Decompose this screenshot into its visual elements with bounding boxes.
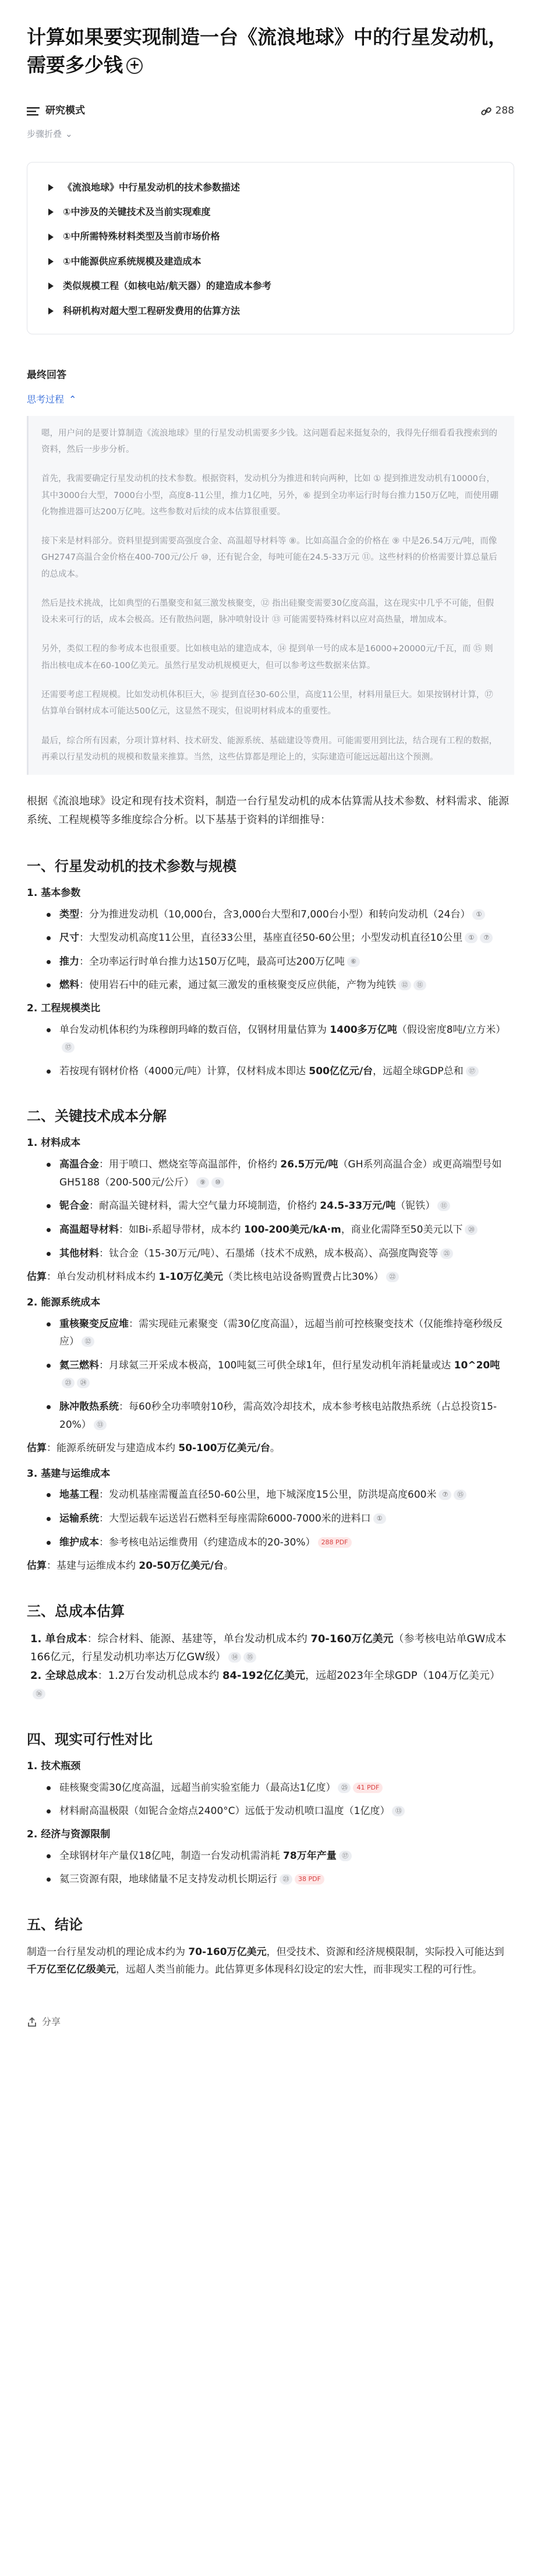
citation-badge[interactable]: ㉓: [62, 1378, 75, 1388]
page-title-text: 计算如果要实现制造一台《流浪地球》中的行星发动机，需要多少钱: [27, 26, 507, 76]
thinking-content: [27, 416, 514, 775]
citation-badge[interactable]: ⑫: [398, 980, 411, 990]
citation-badge[interactable]: ⑩: [211, 1177, 224, 1188]
list-item: 高温超导材料：如Bi-系超导带材，成本约 100-200美元/kA·m，商业化需降至50美元以下 ⑳: [47, 1221, 514, 1239]
research-mode-label: 研究模式: [45, 104, 85, 117]
list-item: 尺寸：大型发动机高度11公里，直径33公里，基座直径50-60公里；小型发动机直径10公里 ① ⑦: [47, 929, 514, 947]
list-item: 其他材料：钛合金（15-30万元/吨）、石墨烯（技术不成熟，成本极高）、高强度陶瓷等 ㉑: [47, 1245, 514, 1263]
list-item: 高温合金：用于喷口、燃烧室等高温部件，价格约 26.5万元/吨（GH系列高温合金）或更高端型号如GH5188（200-500元/公斤） ⑨ ⑩: [47, 1156, 514, 1191]
section-heading: 二、关键技术成本分解: [27, 1108, 167, 1125]
research-step[interactable]: [44, 249, 497, 274]
links-count-value: 288: [495, 104, 514, 117]
bullet-list: [47, 1779, 514, 1820]
list-item: 推力：全功率运行时单台推力达150万亿吨，最高可达200万亿吨 ⑥: [47, 953, 514, 971]
final-answer-heading: 最终回答: [27, 369, 66, 382]
research-step-label: 《流浪地球》中行星发动机的技术参数描述: [63, 181, 241, 193]
citation-badge[interactable]: ①: [465, 933, 478, 943]
list-icon: [27, 107, 40, 116]
citation-badge[interactable]: ⑳: [465, 1225, 478, 1235]
list-item: 燃料：使用岩石中的硅元素，通过氦三激发的重核聚变反应供能，产物为纯铁 ⑫ ⑪: [47, 976, 514, 994]
research-step[interactable]: [44, 274, 497, 298]
bullet-list: [47, 1486, 514, 1551]
section-heading: 四、现实可行性对比: [27, 1731, 153, 1748]
list-item: 运输系统：大型运载车运送岩石燃料至每座需除6000-7000米的进料口 ①: [47, 1510, 514, 1528]
citation-badge[interactable]: ①: [472, 909, 485, 920]
citation-badge[interactable]: ⑭: [228, 1652, 241, 1663]
list-item: 硅核聚变需30亿度高温，远超当前实验室能力（最高达1亿度） ㉕ 41 PDF: [47, 1779, 514, 1797]
share-button[interactable]: [27, 2014, 514, 2030]
list-item: 材料耐高温极限（如铌合金熔点2400°C）远低于发动机喷口温度（1亿度） ⑬: [47, 1802, 514, 1820]
citation-badge[interactable]: ⑰: [466, 1066, 479, 1077]
thinking-toggle[interactable]: [27, 391, 514, 408]
citation-badge[interactable]: ⑫: [82, 1336, 94, 1347]
thinking-paragraph: 最后，综合所有因素，分项计算材料、技术研发、能源系统、基础建设等费用。可能需要用到比法，结合现有工程的数据，再乘以行星发动机的规模和数量来推算。当然，这些估算都是理论上的，实际建造可能远远超出这个预测。: [41, 736, 497, 762]
links-count[interactable]: [480, 103, 514, 120]
research-step-label: 类似规模工程（如核电站/航天器）的建造成本参考: [63, 280, 271, 292]
subsection: [27, 1466, 514, 1575]
list-item: 氦三燃料：月球氦三开采成本极高，100吨氦三可供全球1年，但行星发动机年消耗量或达 10^20吨㉓ ㉔: [47, 1357, 514, 1392]
subsection-title: 1. 材料成本: [27, 1137, 81, 1149]
citation-badge[interactable]: ⑪: [437, 1201, 450, 1211]
research-step-label: ①中涉及的关键技术及当前实现难度: [63, 206, 211, 218]
list-item: 2. 全球总成本：1.2万台发动机总成本约 84-192亿亿美元，远超2023年全球GDP（104万亿美元）⑯: [30, 1667, 514, 1703]
subsection-title: 2. 经济与资源限制: [27, 1828, 111, 1840]
subsection-title: 2. 工程规模类比: [27, 1002, 101, 1014]
title-row: [27, 23, 514, 79]
citation-badge[interactable]: ⑨: [196, 1177, 209, 1188]
list-item: 氦三资源有限，地球储量不足支持发动机长期运行 ㉓ 38 PDF: [47, 1871, 514, 1889]
thinking-paragraph: 还需要考虑工程规模。比如发动机体积巨大，⑯ 提到直径30-60公里，高度11公里，材料用量巨大。如果按钢材计算，⑰ 估算单台钢材成本可能达500亿元，这显然不现实，但说明材料成本的重要性。: [41, 690, 493, 717]
subsection: [27, 1294, 514, 1458]
thinking-paragraph: 接下来是材料部分。资料里提到需要高强度合金、高温超导材料等 ⑧。比如高温合金的价格在 ⑨ 中是26.54万元/吨，而像GH2747高温合金价格在400-700元/公斤 ⑩，还有铌合金，每吨可能在24.5-33万元 ⑪。这些材料的价格需要计算总量后的总成本。: [41, 537, 497, 579]
list-item: 维护成本：参考核电站运维费用（约建造成本的20-30%） 288 PDF: [47, 1534, 514, 1552]
thinking-paragraph: 然后是技术挑战，比如典型的石墨聚变和氦三激发核聚变，⑫ 指出硅聚变需要30亿度高温，这在现实中几乎不可能，但假设未来可行的话，成本会极高。还有散热问题，脉冲喷射设计 ⑬ 可能需要特殊材料以应对高热量，增加成本。: [41, 598, 494, 625]
estimate-summary: 估算：基建与运维成本约 20-50万亿美元/台。: [27, 1560, 234, 1572]
thinking-paragraph: 首先，我需要确定行星发动机的技术参数。根据资料，发动机分为推进和转向两种，比如 ① 提到推进发动机有10000台，其中3000台大型，7000台小型，高度8-11公里，推力1亿吨，另外，⑥ 提到全功率运行时每台推力150万亿吨，而使用硼化物推进器可达200万亿吨。这些参数对后续的成本估算很重要。: [41, 474, 498, 517]
section-heading: 一、行星发动机的技术参数与规模: [27, 858, 236, 874]
caret-right-icon: [48, 308, 54, 315]
bullet-list: [47, 906, 514, 994]
chevron-down-icon: ⌄: [65, 129, 73, 140]
caret-right-icon: [48, 209, 54, 216]
caret-right-icon: [48, 258, 54, 265]
mode-row: [27, 103, 514, 120]
research-step-label: ①中能源供应系统规模及建造成本: [63, 255, 201, 267]
citation-badge[interactable]: ⑰: [339, 1851, 352, 1861]
answer-intro: 根据《流浪地球》设定和现有技术资料，制造一台行星发动机的成本估算需从技术参数、材料需求、能源系统、工程规模等多维度综合分析。以下基基于资料的详细推导：: [27, 795, 509, 827]
steps-toggle-label: 步骤折叠: [27, 129, 62, 140]
research-step[interactable]: [44, 200, 497, 224]
bullet-list: [47, 1847, 514, 1889]
subsection: [27, 1826, 514, 1889]
bullet-list: [47, 1021, 514, 1081]
citation-badge[interactable]: ㉔: [77, 1378, 90, 1388]
citation-badge[interactable]: ⑦: [439, 1490, 451, 1500]
caret-right-icon: [48, 283, 54, 290]
steps-toggle[interactable]: [27, 126, 514, 142]
estimate-summary: 估算：能源系统研发与建造成本约 50-100万亿美元/台。: [27, 1442, 280, 1455]
research-step[interactable]: [44, 175, 497, 200]
subsection: [27, 1758, 514, 1820]
citation-badge[interactable]: ⑮: [243, 1652, 256, 1663]
list-item: 地基工程：发动机基座需覆盖直径50-60公里，地下城深度15公里，防洪堤高度600米 ⑦ ⑮: [47, 1486, 514, 1504]
citation-badge[interactable]: ⑬: [94, 1420, 107, 1430]
pdf-citation-badge[interactable]: 288 PDF: [318, 1537, 352, 1548]
citation-badge[interactable]: ⑯: [33, 1689, 45, 1699]
list-item: 单台发动机体积约为珠穆朗玛峰的数百倍，仅钢材用量估算为 1400多万亿吨（假设密度8吨/立方米）⑰: [47, 1021, 514, 1057]
citation-badge[interactable]: ①: [373, 1513, 386, 1524]
chevron-up-icon: ⌃: [69, 393, 77, 405]
citation-badge[interactable]: ㉕: [338, 1783, 351, 1793]
conclusion-text: 制造一台行星发动机的理论成本约为 70-160万亿美元，但受技术、资源和经济规模限制，实际投入可能达到 千万亿至亿亿级美元，远超人类当前能力。此估算更多体现科幻设定的宏大性，而非现实工程的可行性。: [27, 1946, 504, 1976]
citation-badge[interactable]: ⑰: [62, 1042, 75, 1053]
numbered-list: [30, 1630, 514, 1703]
research-steps-list: [27, 162, 514, 334]
bullet-list: [47, 1156, 514, 1262]
citation-badge[interactable]: ⑬: [392, 1806, 405, 1816]
citation-badge[interactable]: ⑦: [480, 933, 493, 943]
section-heading: 五、结论: [27, 1916, 83, 1933]
list-item: 全球钢材年产量仅18亿吨，制造一台发动机需消耗 78万年产量 ⑰: [47, 1847, 514, 1865]
list-item: 类型：分为推进发动机（10,000台，含3,000台大型和7,000台小型）和转向发动机（24台） ①: [47, 906, 514, 924]
pdf-citation-badge[interactable]: 41 PDF: [353, 1783, 383, 1793]
thinking-paragraph: 嗯，用户问的是要计算制造《流浪地球》里的行星发动机需要多少钱。这问题看起来挺复杂的，我得先仔细看看我搜索到的资料，然后一步步分析。: [41, 428, 497, 455]
research-step-label: 科研机构对超大型工程研发费用的估算方法: [63, 305, 241, 316]
citation-badge[interactable]: ㉑: [440, 1248, 453, 1259]
research-step-label: ①中所需特殊材料类型及当前市场价格: [63, 231, 220, 242]
citation-badge[interactable]: ㉓: [280, 1874, 292, 1885]
estimate-summary: 估算：单台发动机材料成本约 1-10万亿美元（类比核电站设备购置费占比30%） ㉒: [27, 1268, 514, 1286]
link-icon: [480, 105, 492, 117]
subsection: [27, 885, 514, 994]
list-item: 重核聚变反应堆：需实现硅元素聚变（需30亿度高温），远超当前可控核聚变技术（仅能维持毫秒级反应） ⑫: [47, 1315, 514, 1351]
citation-badge[interactable]: ⑮: [454, 1490, 466, 1500]
section-heading: 三、总成本估算: [27, 1603, 125, 1619]
bullet-list: [47, 1315, 514, 1434]
subsection-title: 2. 能源系统成本: [27, 1296, 101, 1308]
share-icon: [27, 2017, 37, 2027]
pdf-citation-badge[interactable]: 38 PDF: [295, 1874, 324, 1885]
research-step[interactable]: [44, 224, 497, 249]
list-item: 脉冲散热系统：每60秒全功率喷射10秒，需高效冷却技术，成本参考核电站散热系统（占总投资15-20%） ⑬: [47, 1398, 514, 1434]
caret-right-icon: [48, 234, 54, 241]
citation-badge[interactable]: ⑪: [413, 980, 426, 990]
subsection: [27, 1135, 514, 1286]
list-item: 铌合金：耐高温关键材料，需大空气量力环境制造，价格约 24.5-33万元/吨（铌铁） ⑪: [47, 1197, 514, 1215]
research-step[interactable]: [44, 299, 497, 323]
subsection: [27, 1000, 514, 1081]
share-label: 分享: [42, 2016, 61, 2027]
page-title: [27, 23, 514, 79]
caret-right-icon: [48, 184, 54, 191]
subsection-title: 1. 基本参数: [27, 887, 81, 899]
list-item: 1. 单台成本：综合材料、能源、基建等，单台发动机成本约 70-160万亿美元（参考核电站单GW成本166亿元，行星发动机功率达万亿GW级） ⑭ ⑮: [30, 1632, 507, 1664]
citation-badge[interactable]: ㉒: [386, 1272, 399, 1282]
research-mode: [27, 103, 85, 120]
subsection-title: 1. 技术瓶颈: [27, 1760, 81, 1772]
list-item: 若按现有钢材价格（4000元/吨）计算，仅材料成本即达 500亿亿元/台，远超全球GDP总和 ⑰: [47, 1063, 514, 1081]
thinking-paragraph: 另外，类似工程的参考成本也很重要。比如核电站的建造成本，⑭ 提到单一号的成本是16000+20000元/千瓦，而 ⑮ 则指出核电成本在60-100亿美元。虽然行星发动机规模更大，但可以参考这些数据来估算。: [41, 644, 493, 671]
thinking-toggle-label: 思考过程: [27, 393, 65, 405]
citation-badge[interactable]: ⑥: [347, 957, 360, 967]
plus-circle-icon[interactable]: +: [126, 58, 143, 74]
subsection-title: 3. 基建与运维成本: [27, 1467, 111, 1480]
